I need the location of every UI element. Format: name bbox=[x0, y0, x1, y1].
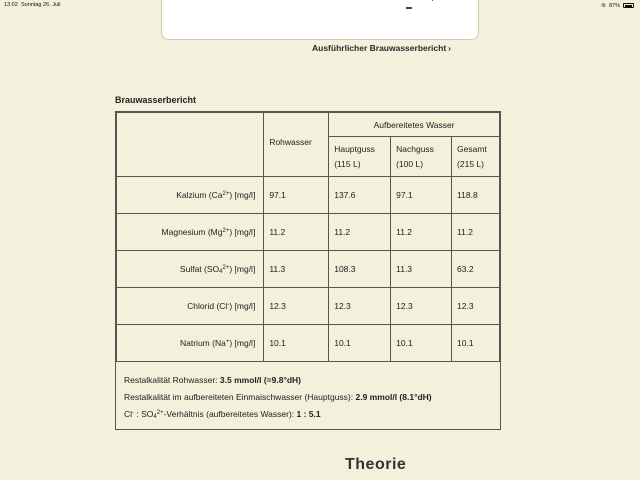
header-treated: Aufbereitetes Wasser bbox=[329, 113, 500, 137]
cell-main: 137.6 bbox=[329, 177, 391, 214]
header-row-1 bbox=[117, 113, 500, 137]
cell-total: 12.3 bbox=[452, 288, 500, 325]
status-time: 13:02 bbox=[4, 2, 18, 8]
table-row bbox=[117, 325, 500, 362]
header-main-mash-label: Hauptguss bbox=[334, 143, 375, 154]
cell-main: 12.3 bbox=[329, 288, 391, 325]
header-main-mash-volume: (115 L) bbox=[334, 158, 361, 169]
report-title: Brauwasserbericht bbox=[115, 95, 197, 105]
chloride-sulfate-ratio-line: Cl- : $SO_4^{2+}$-Verhältnis (aufbereitetes Wasser): 1 : 5.1 bbox=[124, 409, 321, 420]
header-total-label: Gesamt bbox=[457, 143, 487, 154]
cell-sparge: 10.1 bbox=[391, 325, 452, 362]
header-main-mash bbox=[329, 137, 391, 177]
cell-total: 118.8 bbox=[452, 177, 500, 214]
cell-sparge: 97.1 bbox=[391, 177, 452, 214]
header-total-volume: (215 L) bbox=[457, 158, 484, 169]
chart-card bbox=[161, 0, 479, 40]
row-label-sulfate: Sulfat $(SO_4^{2+})$ [mg/l] bbox=[117, 251, 264, 288]
cell-total: 10.1 bbox=[452, 325, 500, 362]
header-empty bbox=[117, 113, 264, 177]
header-sparge bbox=[391, 137, 452, 177]
alkalinity-notes bbox=[116, 362, 500, 423]
cell-raw: 97.1 bbox=[264, 177, 329, 214]
cell-total: 11.2 bbox=[452, 214, 500, 251]
table-row bbox=[117, 214, 500, 251]
water-report-box bbox=[115, 111, 501, 430]
wifi-icon: ≋ bbox=[600, 3, 606, 9]
cell-raw: 11.2 bbox=[264, 214, 329, 251]
theory-heading: Theorie bbox=[345, 456, 407, 473]
cell-sparge: 12.3 bbox=[391, 288, 452, 325]
cell-total: 63.2 bbox=[452, 251, 500, 288]
detailed-report-link-label: Ausführlicher Brauwasserbericht bbox=[312, 43, 447, 53]
detailed-report-link[interactable] bbox=[312, 43, 451, 53]
table-row bbox=[117, 251, 500, 288]
cell-main: 108.3 bbox=[329, 251, 391, 288]
mash-alkalinity-line: Restalkalität im aufbereiteten Einmaischwasser (Hauptguss): 2.9 mmol/l (8.1°dH) bbox=[124, 392, 432, 402]
battery-percent: 87% bbox=[608, 2, 620, 9]
row-label-chloride: Chlorid (Cl-) [mg/l] bbox=[117, 288, 264, 325]
cell-sparge: 11.3 bbox=[391, 251, 452, 288]
cell-main: 11.2 bbox=[329, 214, 391, 251]
card-tick-mark bbox=[406, 7, 412, 9]
chevron-right-icon: › bbox=[448, 43, 451, 53]
table-row bbox=[117, 177, 500, 214]
header-total bbox=[452, 137, 500, 177]
header-sparge-label: Nachguss bbox=[396, 143, 434, 154]
raw-alkalinity-value: 3.5 mmol/l (=9.8°dH) bbox=[219, 375, 302, 385]
cell-sparge: 11.2 bbox=[391, 214, 452, 251]
row-label-magnesium: Magnesium $(Mg^{2+})$ [mg/l] bbox=[117, 214, 264, 251]
ratio-value: 1 : 5.1 bbox=[296, 409, 321, 419]
header-raw: Rohwasser bbox=[264, 113, 329, 177]
header-sparge-volume: (100 L) bbox=[396, 158, 424, 169]
status-date: Sonntag 26. Juli bbox=[21, 2, 61, 8]
raw-alkalinity-line: Restalkalität Rohwasser: 3.5 mmol/l (=9.8°dH) bbox=[124, 375, 302, 385]
row-label-calcium: Kalzium $(Ca^{2+})$ [mg/l] bbox=[117, 177, 264, 214]
cell-main: 10.1 bbox=[329, 325, 391, 362]
cell-raw: 11.3 bbox=[264, 251, 329, 288]
table-row bbox=[117, 288, 500, 325]
mash-alkalinity-value: 2.9 mmol/l (8.1°dH) bbox=[355, 392, 432, 402]
row-label-sodium: Natrium (Na+) [mg/l] bbox=[117, 325, 264, 362]
cell-raw: 10.1 bbox=[264, 325, 329, 362]
water-report-table bbox=[116, 112, 500, 362]
card-marker bbox=[432, 0, 433, 1]
cell-raw: 12.3 bbox=[264, 288, 329, 325]
